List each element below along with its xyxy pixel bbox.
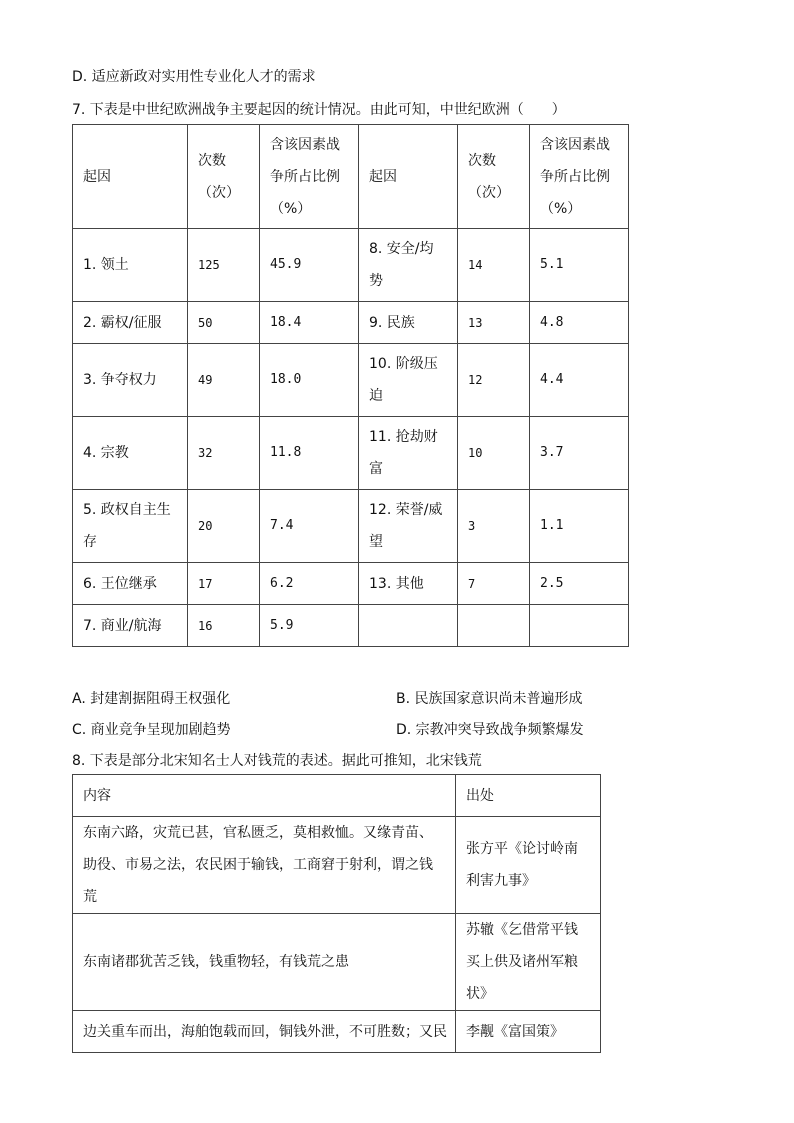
cause-cell: 12. 荣誉/威望 (359, 490, 458, 563)
percent-cell: 1.1 (530, 490, 629, 563)
percent-cell: 18.4 (260, 302, 359, 344)
count-cell: 49 (188, 344, 260, 417)
percent-cell: 4.4 (530, 344, 629, 417)
header-cell: 起因 (359, 125, 458, 229)
header-cell: 出处 (456, 775, 601, 817)
percent-cell: 3.7 (530, 417, 629, 490)
header-cell: 含该因素战争所占比例（%） (530, 125, 629, 229)
q7-option-c[interactable]: C. 商业竞争呈现加剧趋势 (72, 722, 231, 738)
table-row (73, 563, 629, 605)
percent-cell: 5.9 (260, 605, 359, 647)
q7-option-d[interactable]: D. 宗教冲突导致战争频繁爆发 (396, 722, 584, 738)
table-row (73, 914, 601, 1011)
source-cell: 李觏《富国策》 (456, 1011, 601, 1053)
cause-cell: 9. 民族 (359, 302, 458, 344)
question-7-stem: 7. 下表是中世纪欧洲战争主要起因的统计情况。由此可知，中世纪欧洲（ ） (72, 102, 566, 118)
percent-cell: 45.9 (260, 229, 359, 302)
prev-option-d: D. 适应新政对实用性专业化人才的需求 (72, 69, 316, 85)
content-cell: 东南诸郡犹苦乏钱，钱重物轻，有钱荒之患 (73, 914, 456, 1011)
table-row (73, 817, 601, 914)
cause-cell: 2. 霸权/征服 (73, 302, 188, 344)
cause-cell: 3. 争夺权力 (73, 344, 188, 417)
header-cell: 起因 (73, 125, 188, 229)
count-cell: 12 (458, 344, 530, 417)
count-cell: 32 (188, 417, 260, 490)
count-cell: 17 (188, 563, 260, 605)
cause-cell: 7. 商业/航海 (73, 605, 188, 647)
content-cell: 边关重车而出，海舶饱载而回，铜钱外泄，不可胜数；又民 (73, 1011, 456, 1053)
percent-cell (530, 605, 629, 647)
q7-option-b[interactable]: B. 民族国家意识尚未普遍形成 (396, 691, 583, 707)
table-row (73, 417, 629, 490)
header-cell: 内容 (73, 775, 456, 817)
qian-huang-table (72, 774, 601, 1053)
table-row (73, 344, 629, 417)
count-cell: 3 (458, 490, 530, 563)
count-cell (458, 605, 530, 647)
cause-cell: 1. 领土 (73, 229, 188, 302)
count-cell: 7 (458, 563, 530, 605)
count-cell: 16 (188, 605, 260, 647)
header-cell: 含该因素战争所占比例（%） (260, 125, 359, 229)
cause-cell: 5. 政权自主生存 (73, 490, 188, 563)
cause-cell: 10. 阶级压迫 (359, 344, 458, 417)
percent-cell: 6.2 (260, 563, 359, 605)
cause-cell: 8. 安全/均势 (359, 229, 458, 302)
table-row (73, 605, 629, 647)
table-row (73, 302, 629, 344)
count-cell: 125 (188, 229, 260, 302)
source-cell: 苏辙《乞借常平钱买上供及诸州军粮状》 (456, 914, 601, 1011)
cause-cell (359, 605, 458, 647)
percent-cell: 7.4 (260, 490, 359, 563)
table-row (73, 229, 629, 302)
header-cell: 次数（次） (188, 125, 260, 229)
percent-cell: 11.8 (260, 417, 359, 490)
count-cell: 10 (458, 417, 530, 490)
cause-cell: 4. 宗教 (73, 417, 188, 490)
cause-cell: 13. 其他 (359, 563, 458, 605)
percent-cell: 4.8 (530, 302, 629, 344)
cause-cell: 6. 王位继承 (73, 563, 188, 605)
q7-option-a[interactable]: A. 封建割据阻碍王权强化 (72, 691, 231, 707)
table-header-row (73, 775, 601, 817)
question-8-stem: 8. 下表是部分北宋知名士人对钱荒的表述。据此可推知，北宋钱荒 (72, 753, 482, 769)
percent-cell: 2.5 (530, 563, 629, 605)
war-causes-table (72, 124, 629, 647)
count-cell: 14 (458, 229, 530, 302)
count-cell: 50 (188, 302, 260, 344)
count-cell: 13 (458, 302, 530, 344)
content-cell: 东南六路，灾荒已甚，官私匮乏，莫相救恤。又缘青苗、助役、市易之法，农民困于输钱，工商窘于射利，谓之钱荒 (73, 817, 456, 914)
header-cell: 次数（次） (458, 125, 530, 229)
table-row (73, 1011, 601, 1053)
table-row (73, 490, 629, 563)
table-header-row (73, 125, 629, 229)
source-cell: 张方平《论讨岭南利害九事》 (456, 817, 601, 914)
percent-cell: 18.0 (260, 344, 359, 417)
percent-cell: 5.1 (530, 229, 629, 302)
cause-cell: 11. 抢劫财富 (359, 417, 458, 490)
count-cell: 20 (188, 490, 260, 563)
